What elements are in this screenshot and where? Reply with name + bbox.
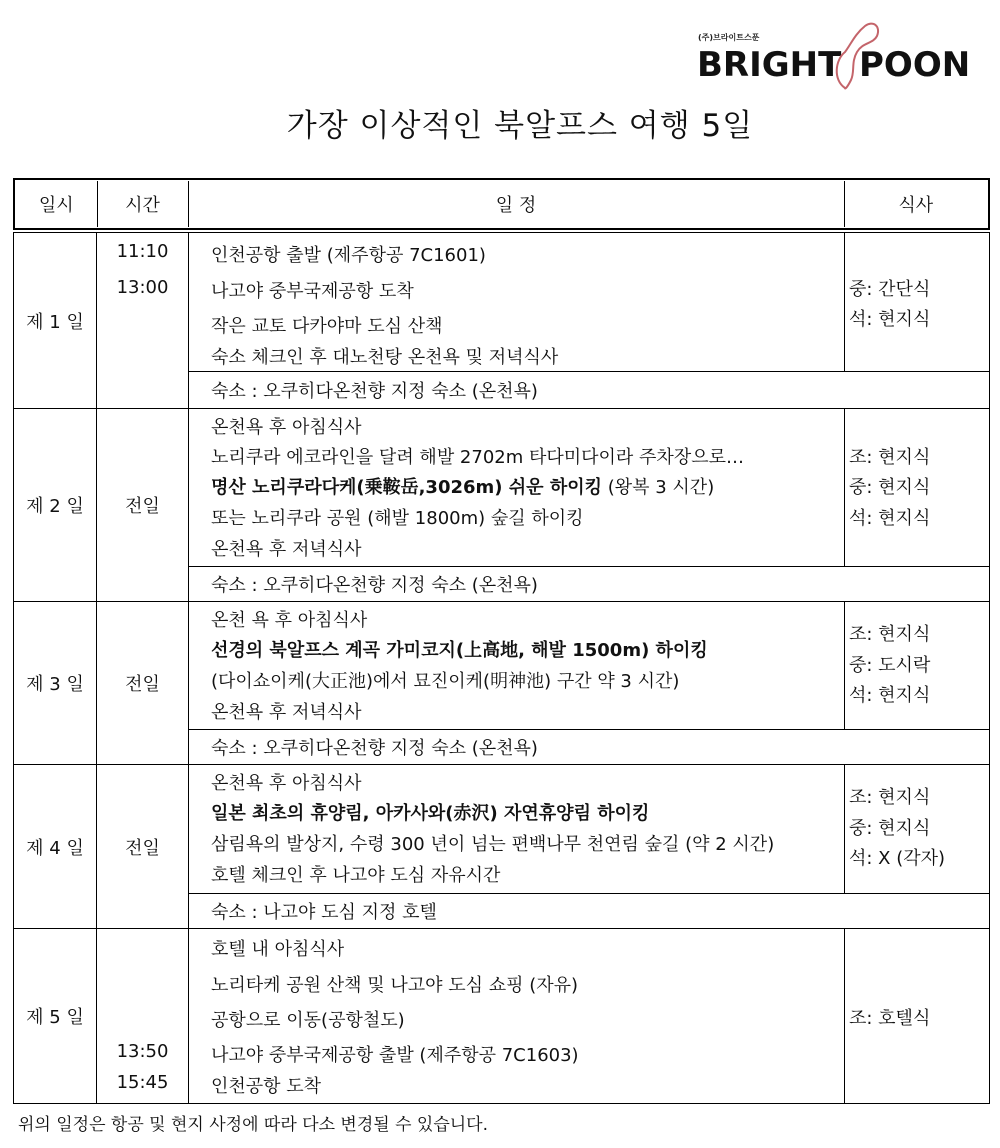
meal-cell <box>845 602 990 730</box>
meal-item: 조: 현지식 <box>849 447 931 468</box>
meal-item: 석: 현지식 <box>849 685 931 706</box>
table-header <box>16 181 987 227</box>
meal-item: 중: 간단식 <box>849 279 931 300</box>
logo-word-right: POON <box>859 45 971 85</box>
table-row <box>14 233 990 372</box>
time-value: 11:10 <box>116 241 169 262</box>
schedule-table <box>13 232 990 1104</box>
lodging-text: 숙소 : 오쿠히다온천향 지정 숙소 (온천욕) <box>189 372 990 409</box>
day-label: 제 3 일 <box>14 602 97 765</box>
day-label: 제 5 일 <box>14 929 97 1104</box>
schedule-item: 나고야 중부국제공항 출발 (제주항공 7C1603) <box>211 1045 579 1066</box>
lodging-text: 숙소 : 오쿠히다온천향 지정 숙소 (온천욕) <box>189 567 990 602</box>
meal-cell <box>845 765 990 894</box>
schedule-item: 인천공항 도착 <box>211 1076 322 1097</box>
meal-item: 중: 도시락 <box>849 655 931 676</box>
schedule-item: 온천욕 후 저녁식사 <box>211 702 362 723</box>
schedule-cell <box>189 409 845 567</box>
meal-item: 중: 현지식 <box>849 477 931 498</box>
meal-cell <box>845 233 990 372</box>
schedule-item: 삼림욕의 발상지, 수령 300 년이 넘는 편백나무 천연림 숲길 (약 2 시간) <box>211 834 775 855</box>
schedule-item-highlight: 선경의 북알프스 계곡 가미코지(上高地, 해발 1500m) 하이킹 <box>211 640 708 661</box>
header-meal: 식사 <box>898 195 934 216</box>
time-value: 13:00 <box>116 277 169 298</box>
schedule-cell <box>189 233 845 372</box>
time-text: 전일 <box>97 765 189 929</box>
time-text: 전일 <box>97 409 189 602</box>
day-label: 제 2 일 <box>14 409 97 602</box>
brand-logo <box>695 22 975 94</box>
meal-item: 석: 현지식 <box>849 508 931 529</box>
lodging-text: 숙소 : 나고야 도심 지정 호텔 <box>189 894 990 929</box>
time-value: 15:45 <box>116 1072 169 1093</box>
day-label: 제 1 일 <box>14 233 97 409</box>
meal-item: 조: 현지식 <box>849 787 931 808</box>
day-label: 제 4 일 <box>14 765 97 929</box>
lodging-text: 숙소 : 오쿠히다온천향 지정 숙소 (온천욕) <box>189 730 990 765</box>
meal-item: 석: 현지식 <box>849 309 931 330</box>
schedule-item: 공항으로 이동(공항철도) <box>211 1010 405 1031</box>
time-text: 전일 <box>97 602 189 765</box>
table-row <box>14 602 990 730</box>
schedule-item: 호텔 내 아침식사 <box>211 939 345 960</box>
schedule-item: 온천욕 후 아침식사 <box>211 773 362 794</box>
schedule-item: 또는 노리쿠라 공원 (해발 1800m) 숲길 하이킹 <box>211 508 584 529</box>
meal-cell <box>845 409 990 567</box>
schedule-item: (다이쇼이케(大正池)에서 묘진이케(明神池) 구간 약 3 시간) <box>211 671 680 692</box>
header-time: 시간 <box>97 181 188 227</box>
schedule-item: 나고야 중부국제공항 도착 <box>211 281 414 302</box>
table-row <box>14 409 990 567</box>
schedule-item: 노리쿠라 에코라인을 달려 해발 2702m 타다미다이라 주차장으로… <box>211 447 744 468</box>
meal-cell <box>845 929 990 1104</box>
schedule-cell <box>189 929 845 1104</box>
schedule-cell <box>189 765 845 894</box>
table-row <box>14 929 990 1104</box>
schedule-item: 작은 교토 다카야마 도심 산책 <box>211 316 443 337</box>
schedule-item: 노리타케 공원 산책 및 나고야 도심 쇼핑 (자유) <box>211 975 579 996</box>
schedule-item: 온천욕 후 아침식사 <box>211 417 362 438</box>
schedule-cell <box>189 602 845 730</box>
logo-word-left: BRIGHT <box>697 45 842 85</box>
schedule-item-highlight: 일본 최초의 휴양림, 아카사와(赤沢) 자연휴양림 하이킹 <box>211 803 650 824</box>
schedule-item: 온천욕 후 저녁식사 <box>211 539 362 560</box>
schedule-item: 숙소 체크인 후 대노천탕 온천욕 및 저녁식사 <box>211 347 559 368</box>
schedule-item-highlight: 명산 노리쿠라다케(乗鞍岳,3026m) 쉬운 하이킹 (왕복 3 시간) <box>211 477 715 498</box>
meal-item: 조: 호텔식 <box>849 1008 931 1029</box>
schedule-item: 온천 욕 후 아침식사 <box>211 610 368 631</box>
time-cell <box>97 929 189 1104</box>
meal-item: 조: 현지식 <box>849 624 931 645</box>
logo-korean-name: (주)브라이트스푼 <box>698 33 760 42</box>
time-value: 13:50 <box>116 1041 169 1062</box>
time-cell <box>97 233 189 409</box>
header-day: 일시 <box>16 181 97 227</box>
footnote: 위의 일정은 항공 및 현지 사정에 따라 다소 변경될 수 있습니다. <box>18 1115 488 1135</box>
schedule-item: 인천공항 출발 (제주항공 7C1601) <box>211 245 486 266</box>
meal-item: 중: 현지식 <box>849 818 931 839</box>
header-schedule: 일 정 <box>188 181 844 227</box>
page-title: 가장 이상적인 북알프스 여행 5일 <box>286 108 754 144</box>
logo-spoon-icon <box>695 22 975 94</box>
table-row <box>14 765 990 894</box>
schedule-item: 호텔 체크인 후 나고야 도심 자유시간 <box>211 865 501 886</box>
meal-item: 석: X (각자) <box>849 848 946 869</box>
